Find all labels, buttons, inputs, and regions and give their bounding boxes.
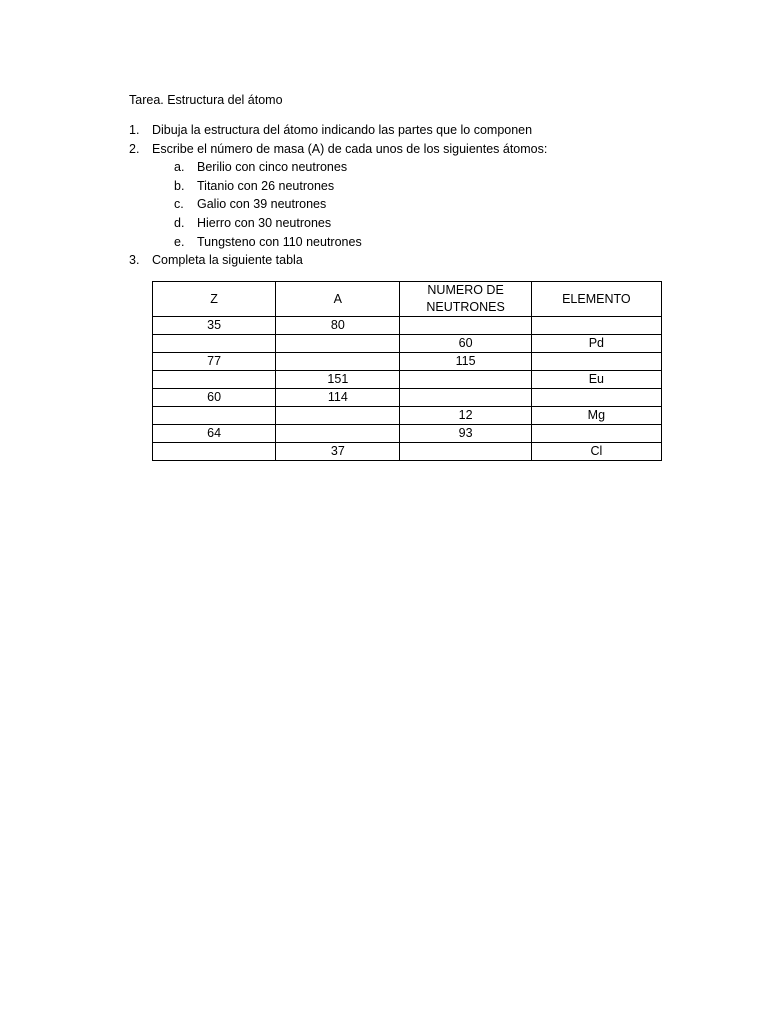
- item-text: Dibuja la estructura del átomo indicando las partes que lo componen: [152, 123, 533, 137]
- cell-a: 151: [276, 371, 400, 389]
- item-number: 2.: [129, 141, 140, 156]
- table-row: [153, 335, 662, 353]
- header-element: ELEMENTO: [531, 282, 661, 317]
- cell-z: 77: [153, 353, 276, 371]
- cell-element: [531, 317, 661, 335]
- cell-a: 114: [276, 389, 400, 407]
- cell-neutrons: 60: [400, 335, 531, 353]
- cell-z: [153, 443, 276, 461]
- table-row: [153, 407, 662, 425]
- header-z: Z: [153, 282, 276, 317]
- list-item: [129, 140, 689, 159]
- sub-item-letter: c.: [174, 197, 184, 212]
- cell-element: Mg: [531, 407, 661, 425]
- cell-element: Cl: [531, 443, 661, 461]
- table-row: [153, 389, 662, 407]
- item-number: 1.: [129, 123, 140, 137]
- header-a: A: [276, 282, 400, 317]
- table-row: [153, 443, 662, 461]
- sub-item-letter: b.: [174, 178, 185, 193]
- cell-element: [531, 389, 661, 407]
- sub-item-text: Galio con 39 neutrones: [197, 197, 327, 212]
- cell-element: [531, 353, 661, 371]
- cell-a: [276, 407, 400, 425]
- sub-item-text: Hierro con 30 neutrones: [197, 215, 332, 230]
- sub-item: [129, 177, 689, 196]
- sub-item-text: Titanio con 26 neutrones: [197, 178, 335, 193]
- sub-item: [129, 195, 689, 214]
- table-header-row: [153, 282, 662, 317]
- cell-neutrons: [400, 389, 531, 407]
- table-row: [153, 425, 662, 443]
- cell-neutrons: 115: [400, 353, 531, 371]
- sub-item: [129, 233, 689, 252]
- cell-z: 60: [153, 389, 276, 407]
- cell-neutrons: 12: [400, 407, 531, 425]
- cell-z: [153, 335, 276, 353]
- cell-a: 80: [276, 317, 400, 335]
- table-row: [153, 371, 662, 389]
- sub-item-text: Berilio con cinco neutrones: [197, 160, 348, 175]
- cell-neutrons: 93: [400, 425, 531, 443]
- cell-neutrons: [400, 443, 531, 461]
- cell-element: [531, 425, 661, 443]
- header-neutrons: [400, 282, 531, 317]
- sub-item-letter: e.: [174, 234, 185, 249]
- cell-neutrons: [400, 371, 531, 389]
- table-row: [153, 353, 662, 371]
- cell-z: 64: [153, 425, 276, 443]
- task-list: [129, 121, 689, 270]
- sub-item: [129, 158, 689, 177]
- sub-item-text: Tungsteno con 110 neutrones: [197, 234, 362, 249]
- cell-neutrons: [400, 317, 531, 335]
- sub-item-letter: a.: [174, 160, 185, 175]
- item-number: 3.: [129, 253, 140, 268]
- cell-element: Eu: [531, 371, 661, 389]
- atom-table: [152, 281, 662, 461]
- document-title: Tarea. Estructura del átomo: [129, 93, 283, 107]
- item-text: Completa la siguiente tabla: [152, 253, 303, 268]
- item-text: Escribe el número de masa (A) de cada unos de los siguientes átomos:: [152, 141, 548, 156]
- cell-z: 35: [153, 317, 276, 335]
- cell-a: [276, 335, 400, 353]
- sub-item-letter: d.: [174, 215, 185, 230]
- header-neutrons-label: NUMERO DE NEUTRONES: [426, 283, 505, 314]
- cell-a: 37: [276, 443, 400, 461]
- list-item: [129, 251, 689, 270]
- cell-z: [153, 407, 276, 425]
- list-item: [129, 121, 689, 140]
- cell-a: [276, 425, 400, 443]
- sub-item: [129, 214, 689, 233]
- cell-a: [276, 353, 400, 371]
- cell-z: [153, 371, 276, 389]
- cell-element: Pd: [531, 335, 661, 353]
- table-row: [153, 317, 662, 335]
